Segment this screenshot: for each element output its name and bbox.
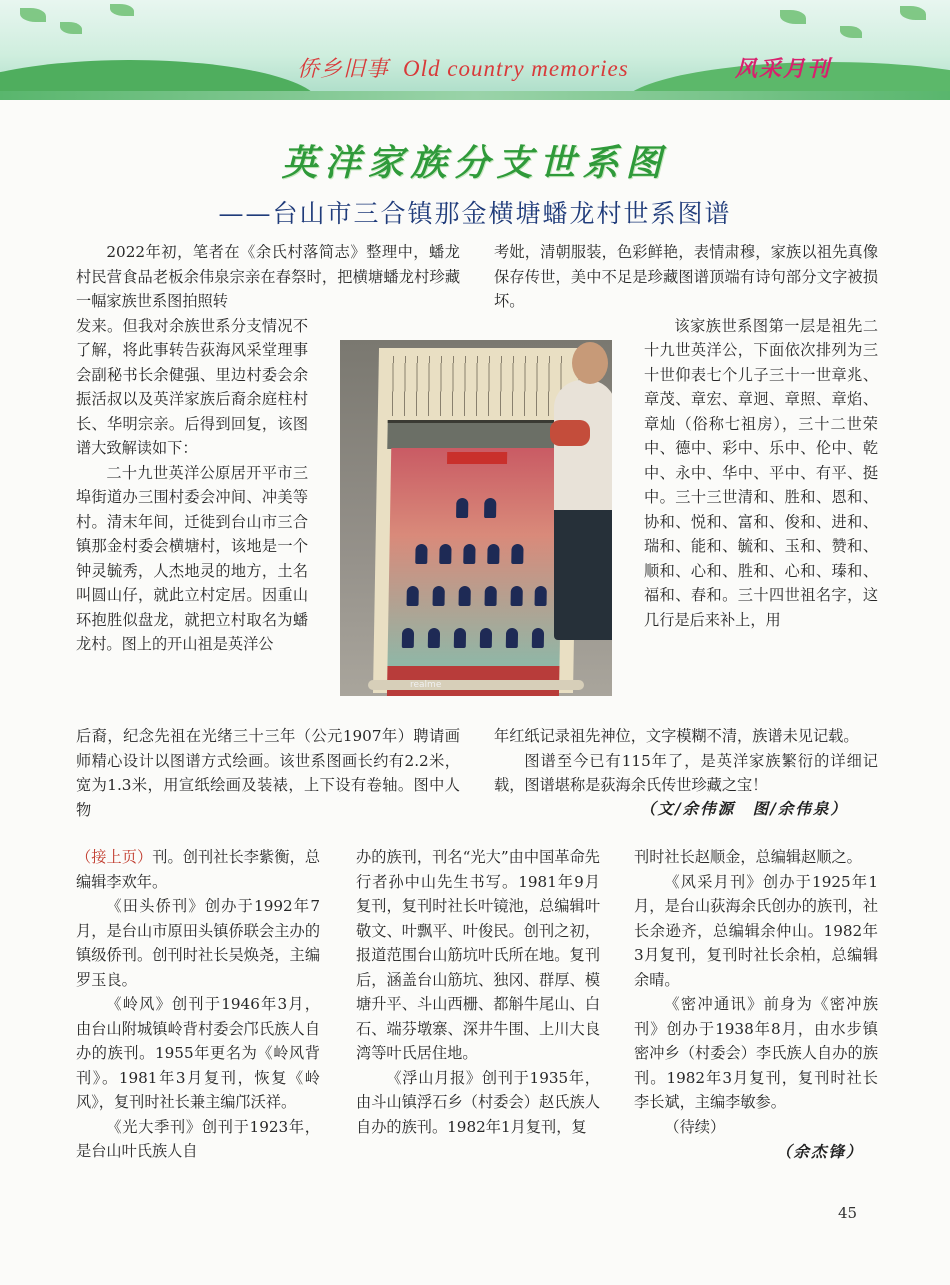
ancestor-figure (484, 498, 496, 518)
ancestor-figure (456, 498, 468, 518)
paragraph-text: 刊。创刊社长李紫衡，总编辑李欢年。 (76, 848, 321, 891)
leaf-decoration (60, 22, 82, 34)
leaf-decoration (20, 8, 46, 22)
leaf-decoration (780, 10, 806, 24)
paragraph: 刊时社长赵顺金，总编辑赵顺之。 (634, 848, 862, 866)
paragraph: 2022年初，笔者在《余氏村落简志》整理中，蟠龙村民营食品老板余伟泉宗亲在春祭时，把横塘蟠龙村珍藏一幅家族世系图拍照转 (76, 243, 460, 310)
scroll-paper (373, 348, 579, 693)
ancestor-figure (506, 628, 518, 648)
ancestor-figure (439, 544, 451, 564)
paragraph: 该家族世系图第一层是祖先二十九世英洋公，下面依次排列为三十世仰表七个儿子三十一世章兆、章茂、章宏、章迥、章照、章焰、章灿（俗称七祖房），三十二世荣中、德中、彩中、乐中、伦中、乾中、永中、华中、平中、有平、挺中。三十三世清和、胜和、恩和、协和、悦和、富和、俊和、进和、瑞和、能和、毓和、玉和、赞和、顺和、心和、胜和、心和、瑧和、福和、春和。三十四世祖名字，这几行是后来补上，用 (644, 316, 878, 629)
ancestor-figure (454, 628, 466, 648)
left-paragraph-wrap (76, 314, 308, 657)
paragraph: 发来。但我对余族世系分支情况不了解，将此事转告荻海风采堂理事会副秘书长余健强、里边村委会余振活叔以及英洋家族后裔余庭柱村长、华明宗亲。后得到回复，该图谱大致解读如下： (76, 316, 308, 457)
paragraph: 后裔，纪念先祖在光绪三十三年（公元1907年）聘请画师精心设计以图谱方式绘画。该世系图画长约有2.2米，宽为1.3米，用宣纸绘画及装裱，上下设有卷轴。图中人物 (76, 727, 460, 819)
paragraph: 考妣，清朝服装，色彩鲜艳，表情肃穆，家族以祖先真像保存传世，美中不足是珍藏图谱顶端有诗句部分文字被损坏。 (494, 243, 878, 310)
paragraph: 年红纸记录祖先神位，文字模糊不清，族谱未见记载。 (494, 727, 859, 745)
continued-col-3 (634, 845, 878, 1139)
scroll-rod (368, 680, 584, 690)
column-title-en: Old country memories (403, 56, 629, 81)
paragraph: 办的族刊，刊名“光大”由中国革命先行者孙中山先生书写。1981年9月复刊，复刊时社长叶镜池，总编辑叶敬文、叶飘平、叶俊民。创刊之初，报道范围台山筋坑叶氏所在地。复刊后，涵盖台山筋坑、独冈、群厚、模塘升平、斗山西栅、都斛牛尾山、白石、端芬墩寨、深井牛围、上川大良湾等叶氏居住地。 (356, 848, 600, 1062)
ancestor-figure (415, 544, 427, 564)
ancestor-figure (511, 586, 523, 606)
ancestor-figure (535, 586, 547, 606)
page-number: 45 (838, 1204, 858, 1222)
paragraph: 图谱至今已有115年了，是英洋家族繁衍的详细记载，图谱堪称是荻海余氏传世珍藏之宝！ (494, 751, 878, 794)
right-paragraph-top (494, 240, 878, 314)
continued-col-1 (76, 845, 320, 1164)
continued-lead: （接上页） (76, 848, 153, 866)
hall-plaque (447, 452, 507, 464)
column-title-cn: 侨乡旧事 (297, 57, 390, 82)
page-header-banner (0, 0, 950, 100)
ancestor-figure (402, 628, 414, 648)
article-credit: （文/余伟源 图/余伟泉） (640, 799, 848, 818)
left-paragraph-top (76, 240, 460, 314)
ancestor-figure (428, 628, 440, 648)
continued-author: （余杰锋） (776, 1142, 864, 1161)
ancestor-figure (463, 544, 475, 564)
camera-watermark: realme (410, 680, 442, 690)
right-paragraph-bottom (494, 724, 878, 798)
paragraph: 《田头侨刊》创办于1992年7月，是台山市原田头镇侨联会主办的镇级侨刊。创刊时社长吴焕尧，主编罗玉良。 (76, 897, 320, 989)
column-title (297, 52, 629, 83)
ancestor-figure (480, 628, 492, 648)
person-head (572, 342, 608, 384)
leaf-decoration (110, 4, 134, 16)
left-paragraph-bottom (76, 724, 460, 822)
ancestor-figure (487, 544, 499, 564)
ancestor-figure (459, 586, 471, 606)
paragraph (76, 845, 320, 894)
ancestor-figure (532, 628, 544, 648)
leaf-decoration (900, 6, 926, 20)
ancestor-figure (511, 544, 523, 564)
leaf-decoration (840, 26, 862, 38)
article-title: 英洋家族分支世系图 (281, 142, 669, 184)
paragraph: 《光大季刊》创刊于1923年，是台山叶氏族人自 (76, 1117, 320, 1160)
genealogy-scroll-photo (340, 340, 612, 696)
continued-col-2 (356, 845, 600, 1139)
to-be-continued: （待续） (664, 1117, 726, 1136)
right-paragraph-wrap (644, 314, 878, 633)
hall-roof (387, 420, 568, 449)
paragraph: 二十九世英洋公原居开平市三埠街道办三围村委会冲间、冲美等村。清末年间，迁徙到台山市三合镇那金村委会横塘村，该地是一个钟灵毓秀，人杰地灵的地方，土名叫圆山仔，就此立村定居。因重山环抱胜似盘龙，就把立村取名为蟠龙村。图上的开山祖是英洋公 (76, 463, 308, 653)
paragraph (634, 1115, 878, 1140)
paragraph: 《岭风》创刊于1946年3月，由台山附城镇岭背村委会邝氏族人自办的族刊。1955年更名为《岭风背刊》。1981年3月复刊，恢复《岭风》，复刊时社长兼主编邝沃祥。 (76, 995, 320, 1111)
paragraph: 《密冲通讯》前身为《密冲族刊》创办于1938年8月，由水步镇密冲乡（村委会）李氏族人自办的族刊。1982年3月复刊，复刊时社长李长斌，主编李敏参。 (634, 995, 878, 1111)
paragraph: 《风采月刊》创办于1925年1月，是台山荻海余氏创办的族刊，社长余逊齐，总编辑余仲山。1982年3月复刊，复刊时社长余柏，总编辑余晴。 (634, 872, 878, 989)
ancestor-figure (433, 586, 445, 606)
article-subtitle: ——台山市三合镇那金横塘蟠龙村世系图谱 (218, 199, 732, 228)
magazine-name: 风采月刊 (735, 56, 832, 82)
paragraph: 《浮山月报》创刊于1935年，由斗山镇浮石乡（村委会）赵氏族人自办的族刊。1982年1月复刊，复 (356, 1068, 600, 1136)
ancestor-figure (407, 586, 419, 606)
poem-calligraphy (386, 356, 571, 416)
person-arm (550, 420, 590, 446)
header-strip (0, 91, 950, 100)
ancestor-figure (485, 586, 497, 606)
person-holding-scroll (554, 380, 612, 640)
